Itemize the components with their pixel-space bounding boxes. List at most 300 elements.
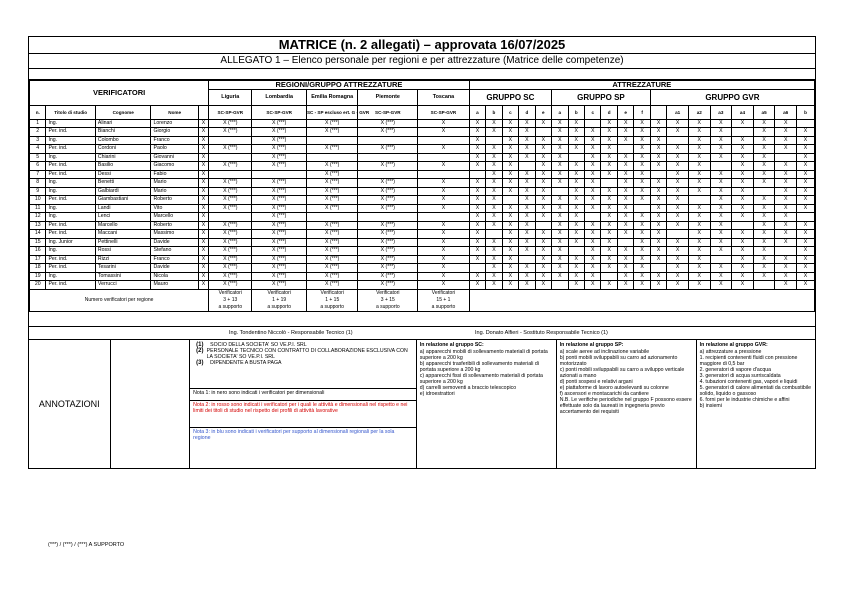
equipment-mark: X xyxy=(502,119,518,128)
equipment-mark: X xyxy=(519,221,535,230)
region-mark: X (***) xyxy=(358,221,418,230)
equipment-mark: X xyxy=(710,153,732,162)
matrix-body xyxy=(30,119,815,289)
equipment-mark xyxy=(469,170,485,179)
row-titolo: Ing. xyxy=(46,153,95,162)
equipment-mark: X xyxy=(601,255,617,264)
equipment-mark: X xyxy=(585,187,601,196)
equipment-mark xyxy=(486,136,502,145)
table-row xyxy=(30,196,815,205)
row-titolo: Per. ind. xyxy=(46,264,95,273)
sp-annotation-item: a) scale aeree ad inclinazione variabile xyxy=(559,348,650,355)
equipment-mark: X xyxy=(797,204,815,213)
equipment-mark xyxy=(601,272,617,281)
equipment-mark: X xyxy=(753,230,775,239)
row-flag: X xyxy=(198,162,208,171)
equipment-mark: X xyxy=(667,238,689,247)
sp-letter: c xyxy=(585,105,601,119)
row-cognome: Galbiardi xyxy=(95,187,151,196)
equipment-mark: X xyxy=(519,136,535,145)
equipment-mark: X xyxy=(568,187,584,196)
responsabile-tecnico: Ing. Tondentino Niccolò - Responsabile Tecnico (1) xyxy=(229,329,353,336)
equipment-mark xyxy=(775,247,797,256)
equipment-mark: X xyxy=(585,162,601,171)
region-mark: X (***) xyxy=(252,230,307,239)
equipment-mark: X xyxy=(552,238,568,247)
equipment-mark: X xyxy=(710,230,732,239)
equipment-mark: X xyxy=(552,162,568,171)
region-mark: X xyxy=(418,247,470,256)
table-row xyxy=(30,255,815,264)
equipment-mark: X xyxy=(502,247,518,256)
equipment-mark xyxy=(519,162,535,171)
equipment-mark: X xyxy=(634,255,650,264)
row-titolo: Per. ind. xyxy=(46,255,95,264)
gvr-annotation-list xyxy=(700,349,812,409)
equipment-mark: X xyxy=(753,255,775,264)
equipment-mark xyxy=(753,281,775,290)
equipment-mark: X xyxy=(502,272,518,281)
equipment-mark: X xyxy=(710,204,732,213)
legend-key: (1) xyxy=(196,341,204,348)
equipment-mark: X xyxy=(535,170,551,179)
equipment-mark xyxy=(732,128,754,137)
row-flag: X xyxy=(198,272,208,281)
row-cognome: Tomassini xyxy=(95,272,151,281)
equipment-mark: X xyxy=(732,238,754,247)
equipment-mark: X xyxy=(486,187,502,196)
equipment-mark: X xyxy=(486,238,502,247)
equipment-mark: X xyxy=(519,196,535,205)
legend-key: (2) xyxy=(196,347,204,354)
table-row xyxy=(30,264,815,273)
row-cognome: Pettinelli xyxy=(95,238,151,247)
equipment-mark: X xyxy=(710,264,732,273)
equipment-mark xyxy=(710,162,732,171)
equipment-mark: X xyxy=(469,255,485,264)
row-nome: Davide xyxy=(151,264,198,273)
region-mark: X (***) xyxy=(358,145,418,154)
region-mark: X xyxy=(418,272,470,281)
row-cognome: Maccani xyxy=(95,230,151,239)
region-mark: X xyxy=(418,255,470,264)
equipment-mark: X xyxy=(753,238,775,247)
equipment-mark: X xyxy=(634,170,650,179)
equipment-mark: X xyxy=(732,230,754,239)
region-mark: X (***) xyxy=(358,196,418,205)
sc-letter: b xyxy=(486,105,502,119)
table-row xyxy=(30,153,815,162)
equipment-mark: X xyxy=(617,187,633,196)
equipment-mark: X xyxy=(688,221,710,230)
row-number: 9 xyxy=(30,187,46,196)
row-titolo: Ing. xyxy=(46,272,95,281)
region-mark: X (***) xyxy=(252,221,307,230)
equipment-mark: X xyxy=(585,255,601,264)
total-lombardia: Verificatori 1 + 19 a supporto xyxy=(252,289,307,311)
row-nome: Lorenzo xyxy=(151,119,198,128)
region-mark: X (***) xyxy=(358,179,418,188)
table-row xyxy=(30,230,815,239)
col-n-header: n. xyxy=(30,105,46,119)
totals-empty xyxy=(469,289,814,311)
region-mark: X (***) xyxy=(306,119,357,128)
equipment-mark: X xyxy=(552,272,568,281)
equipment-mark: X xyxy=(535,230,551,239)
equipment-mark: X xyxy=(585,145,601,154)
equipment-mark: X xyxy=(753,119,775,128)
equipment-mark: X xyxy=(688,238,710,247)
equipment-mark: X xyxy=(469,238,485,247)
equipment-mark: X xyxy=(732,145,754,154)
row-number: 4 xyxy=(30,145,46,154)
equipment-mark: X xyxy=(552,221,568,230)
row-nome: Paolo xyxy=(151,145,198,154)
col-flag-header xyxy=(198,105,208,119)
sostituto-responsabile: Ing. Donato Alfieri - Sostituto Responsabile Tecnico (1) xyxy=(475,329,608,336)
equipment-mark: X xyxy=(732,264,754,273)
equipment-mark xyxy=(667,230,689,239)
region-group-liguria: SC-SP-GVR xyxy=(209,105,252,119)
equipment-mark xyxy=(585,119,601,128)
equipment-mark: X xyxy=(797,221,815,230)
competence-matrix xyxy=(29,80,815,312)
equipment-mark: X xyxy=(486,272,502,281)
equipment-mark: X xyxy=(568,136,584,145)
equipment-mark: X xyxy=(667,128,689,137)
equipment-mark: X xyxy=(519,238,535,247)
equipment-mark: X xyxy=(568,255,584,264)
sp-annotation-item: e) piattaforme di lavoro autoelevanti su colonne xyxy=(559,384,669,391)
row-number: 17 xyxy=(30,255,46,264)
regioni-header: REGIONI/GRUPPO ATTREZZATURE xyxy=(209,81,470,90)
region-mark xyxy=(306,136,357,145)
row-flag: X xyxy=(198,196,208,205)
region-mark: X (***) xyxy=(358,264,418,273)
equipment-mark: X xyxy=(519,170,535,179)
region-mark: X (***) xyxy=(306,221,357,230)
equipment-mark: X xyxy=(775,128,797,137)
equipment-mark: X xyxy=(502,153,518,162)
region-mark: X (***) xyxy=(306,128,357,137)
equipment-mark xyxy=(634,204,650,213)
equipment-mark: X xyxy=(601,221,617,230)
row-nome: Nicola xyxy=(151,272,198,281)
equipment-mark: X xyxy=(601,119,617,128)
equipment-mark: X xyxy=(753,153,775,162)
equipment-mark: X xyxy=(732,255,754,264)
equipment-mark: X xyxy=(797,281,815,290)
equipment-mark xyxy=(688,196,710,205)
equipment-mark xyxy=(775,153,797,162)
region-mark xyxy=(418,136,470,145)
attrezzature-header: ATTREZZATURE xyxy=(469,81,814,90)
equipment-mark: X xyxy=(552,153,568,162)
gvr-annotation-item: 4. tubazioni contenenti gas, vapori e liquidi xyxy=(699,378,798,385)
equipment-mark: X xyxy=(732,247,754,256)
equipment-mark: X xyxy=(688,187,710,196)
equipment-mark: X xyxy=(775,204,797,213)
equipment-mark: X xyxy=(753,128,775,137)
equipment-mark: X xyxy=(634,162,650,171)
region-mark: X xyxy=(418,162,470,171)
equipment-mark: X xyxy=(568,204,584,213)
equipment-mark: X xyxy=(775,213,797,222)
region-mark: X (***) xyxy=(209,264,252,273)
equipment-mark: X xyxy=(775,170,797,179)
region-mark: X (***) xyxy=(209,247,252,256)
equipment-mark: X xyxy=(552,179,568,188)
equipment-mark: X xyxy=(688,162,710,171)
row-nome: Mario xyxy=(151,179,198,188)
equipment-mark: X xyxy=(617,179,633,188)
equipment-mark: X xyxy=(753,179,775,188)
table-row xyxy=(30,272,815,281)
region-mark: X (***) xyxy=(209,272,252,281)
sc-annotation-item: b) apparecchi trasferibili di sollevamento materiali di portata superiore a 200 kg xyxy=(419,360,539,373)
equipment-mark: X xyxy=(634,187,650,196)
equipment-mark: X xyxy=(535,238,551,247)
equipment-mark: X xyxy=(710,221,732,230)
total-emilia: Verificatori 1 + 15 a supporto xyxy=(306,289,357,311)
sc-annotation-title: In relazione al gruppo SC: xyxy=(419,341,484,348)
equipment-mark: X xyxy=(617,136,633,145)
equipment-mark: X xyxy=(519,213,535,222)
equipment-mark: X xyxy=(634,238,650,247)
equipment-mark: X xyxy=(797,128,815,137)
equipment-mark: X xyxy=(535,153,551,162)
equipment-mark: X xyxy=(535,136,551,145)
equipment-mark: X xyxy=(650,272,666,281)
row-titolo: Per. ind. xyxy=(46,145,95,154)
row-number: 3 xyxy=(30,136,46,145)
footnote: (***) / (***) / (***) A SUPPORTO xyxy=(48,542,125,548)
equipment-mark: X xyxy=(469,272,485,281)
row-number: 12 xyxy=(30,213,46,222)
region-mark: X (***) xyxy=(252,255,307,264)
equipment-mark: X xyxy=(519,281,535,290)
spacer-row xyxy=(29,312,815,326)
equipment-mark: X xyxy=(535,119,551,128)
table-row xyxy=(30,213,815,222)
region-mark: X (***) xyxy=(252,238,307,247)
row-cognome: Dessi xyxy=(95,170,151,179)
region-mark: X (***) xyxy=(252,264,307,273)
equipment-mark: X xyxy=(732,213,754,222)
row-flag: X xyxy=(198,145,208,154)
region-mark: X (***) xyxy=(252,281,307,290)
col-cognome-header: Cognome xyxy=(95,105,151,119)
equipment-mark: X xyxy=(667,264,689,273)
equipment-mark: X xyxy=(469,153,485,162)
row-number: 10 xyxy=(30,196,46,205)
region-mark: X (***) xyxy=(252,128,307,137)
region-mark: X (***) xyxy=(358,281,418,290)
row-flag: X xyxy=(198,170,208,179)
equipment-mark: X xyxy=(667,179,689,188)
equipment-mark: X xyxy=(502,281,518,290)
equipment-mark xyxy=(650,264,666,273)
region-group-toscana: SC-SP-GVR xyxy=(418,105,470,119)
region-mark: X (***) xyxy=(209,162,252,171)
page-title: MATRICE (n. 2 allegati) – approvata 16/07/2025 xyxy=(29,37,815,54)
equipment-mark: X xyxy=(469,196,485,205)
equipment-mark: X xyxy=(732,153,754,162)
row-titolo: Ing. Junior xyxy=(46,238,95,247)
equipment-mark: X xyxy=(535,162,551,171)
equipment-mark: X xyxy=(775,264,797,273)
region-mark xyxy=(209,213,252,222)
row-cognome: Colombo xyxy=(95,136,151,145)
region-mark xyxy=(358,213,418,222)
region-mark xyxy=(418,153,470,162)
equipment-mark: X xyxy=(775,187,797,196)
equipment-mark: X xyxy=(502,213,518,222)
equipment-mark: X xyxy=(650,221,666,230)
equipment-mark: X xyxy=(601,196,617,205)
equipment-mark: X xyxy=(667,119,689,128)
equipment-mark: X xyxy=(552,230,568,239)
legend-text: DIPENDENTE A BUSTA PAGA xyxy=(210,359,282,366)
totals-label: Numero verificatori per regione xyxy=(30,289,209,311)
equipment-mark: X xyxy=(502,162,518,171)
equipment-mark: X xyxy=(552,128,568,137)
equipment-mark: X xyxy=(601,128,617,137)
row-titolo: Per. ind. xyxy=(46,162,95,171)
region-mark: X (***) xyxy=(209,281,252,290)
equipment-mark: X xyxy=(650,119,666,128)
row-flag: X xyxy=(198,281,208,290)
equipment-mark: X xyxy=(486,128,502,137)
equipment-mark: X xyxy=(568,179,584,188)
sp-letter: f xyxy=(634,105,650,119)
equipment-mark: X xyxy=(502,264,518,273)
region-mark: X (***) xyxy=(252,179,307,188)
equipment-mark: X xyxy=(568,196,584,205)
equipment-mark: X xyxy=(469,119,485,128)
region-mark: X (***) xyxy=(306,196,357,205)
sc-annotation xyxy=(417,340,557,468)
region-mark: X (***) xyxy=(358,272,418,281)
equipment-mark: X xyxy=(568,128,584,137)
table-row xyxy=(30,128,815,137)
row-flag: X xyxy=(198,204,208,213)
equipment-mark: X xyxy=(797,145,815,154)
equipment-mark: X xyxy=(519,179,535,188)
equipment-mark: X xyxy=(634,272,650,281)
equipment-mark: X xyxy=(617,119,633,128)
equipment-mark: X xyxy=(797,153,815,162)
region-mark: X (***) xyxy=(358,119,418,128)
equipment-mark: X xyxy=(585,230,601,239)
equipment-mark: X xyxy=(732,281,754,290)
equipment-mark: X xyxy=(667,255,689,264)
region-mark: X (***) xyxy=(306,230,357,239)
equipment-mark: X xyxy=(469,221,485,230)
equipment-mark: X xyxy=(710,179,732,188)
row-nome: Giacomo xyxy=(151,162,198,171)
row-flag: X xyxy=(198,136,208,145)
equipment-mark: X xyxy=(667,170,689,179)
row-number: 2 xyxy=(30,128,46,137)
equipment-mark: X xyxy=(535,213,551,222)
responsabili-row xyxy=(29,326,815,340)
col-titolo-header: Titolo di studio xyxy=(46,105,95,119)
equipment-mark xyxy=(585,213,601,222)
table-row xyxy=(30,247,815,256)
row-titolo: Per. ind. xyxy=(46,281,95,290)
equipment-mark: X xyxy=(568,281,584,290)
row-flag: X xyxy=(198,187,208,196)
equipment-mark xyxy=(753,187,775,196)
equipment-mark: X xyxy=(710,170,732,179)
region-mark: X (***) xyxy=(209,187,252,196)
row-flag: X xyxy=(198,230,208,239)
total-piemonte: Verificatori 3 + 15 a supporto xyxy=(358,289,418,311)
equipment-mark: X xyxy=(502,230,518,239)
gvr-letter: a5 xyxy=(753,105,775,119)
annotazioni-label: ANNOTAZIONI xyxy=(29,340,111,468)
equipment-mark xyxy=(502,196,518,205)
equipment-mark: X xyxy=(634,213,650,222)
region-mark xyxy=(358,153,418,162)
region-mark: X (***) xyxy=(306,247,357,256)
equipment-mark: X xyxy=(634,264,650,273)
equipment-mark: X xyxy=(585,272,601,281)
equipment-mark: X xyxy=(469,162,485,171)
equipment-mark: X xyxy=(552,136,568,145)
equipment-mark: X xyxy=(753,221,775,230)
equipment-mark: X xyxy=(753,272,775,281)
row-nome: Mario xyxy=(151,187,198,196)
region-mark: X (***) xyxy=(209,196,252,205)
equipment-mark xyxy=(552,187,568,196)
equipment-mark: X xyxy=(634,247,650,256)
row-cognome: Rossi xyxy=(95,247,151,256)
equipment-mark xyxy=(667,136,689,145)
equipment-mark: X xyxy=(732,119,754,128)
region-mark: X xyxy=(418,221,470,230)
table-row xyxy=(30,119,815,128)
equipment-mark xyxy=(797,119,815,128)
row-titolo: Per. ind. xyxy=(46,170,95,179)
equipment-mark: X xyxy=(552,170,568,179)
region-mark: X (***) xyxy=(252,145,307,154)
region-mark: X (***) xyxy=(358,247,418,256)
equipment-mark: X xyxy=(469,247,485,256)
region-mark: X (***) xyxy=(252,272,307,281)
row-flag: X xyxy=(198,238,208,247)
gvr-annotation-item: 6. forni per le industrie chimiche e affini xyxy=(699,396,790,403)
page-subtitle: ALLEGATO 1 – Elenco personale per regioni e per attrezzature (Matrice delle competenze) xyxy=(29,54,815,69)
equipment-mark: X xyxy=(617,221,633,230)
sp-annotation-title: In relazione al gruppo SP: xyxy=(559,341,624,348)
equipment-mark: X xyxy=(568,272,584,281)
row-nome: Roberto xyxy=(151,196,198,205)
annotazioni-section xyxy=(29,340,815,468)
equipment-mark xyxy=(617,238,633,247)
equipment-mark: X xyxy=(502,128,518,137)
equipment-mark: X xyxy=(753,170,775,179)
equipment-mark: X xyxy=(650,196,666,205)
equipment-mark: X xyxy=(502,170,518,179)
equipment-mark: X xyxy=(585,238,601,247)
equipment-mark: X xyxy=(667,153,689,162)
equipment-mark: X xyxy=(552,119,568,128)
equipment-mark: X xyxy=(601,187,617,196)
row-flag: X xyxy=(198,255,208,264)
sc-annotation-item: a) apparecchi mobili di sollevamento materiali di portata superiore a 200 kg xyxy=(419,348,548,361)
